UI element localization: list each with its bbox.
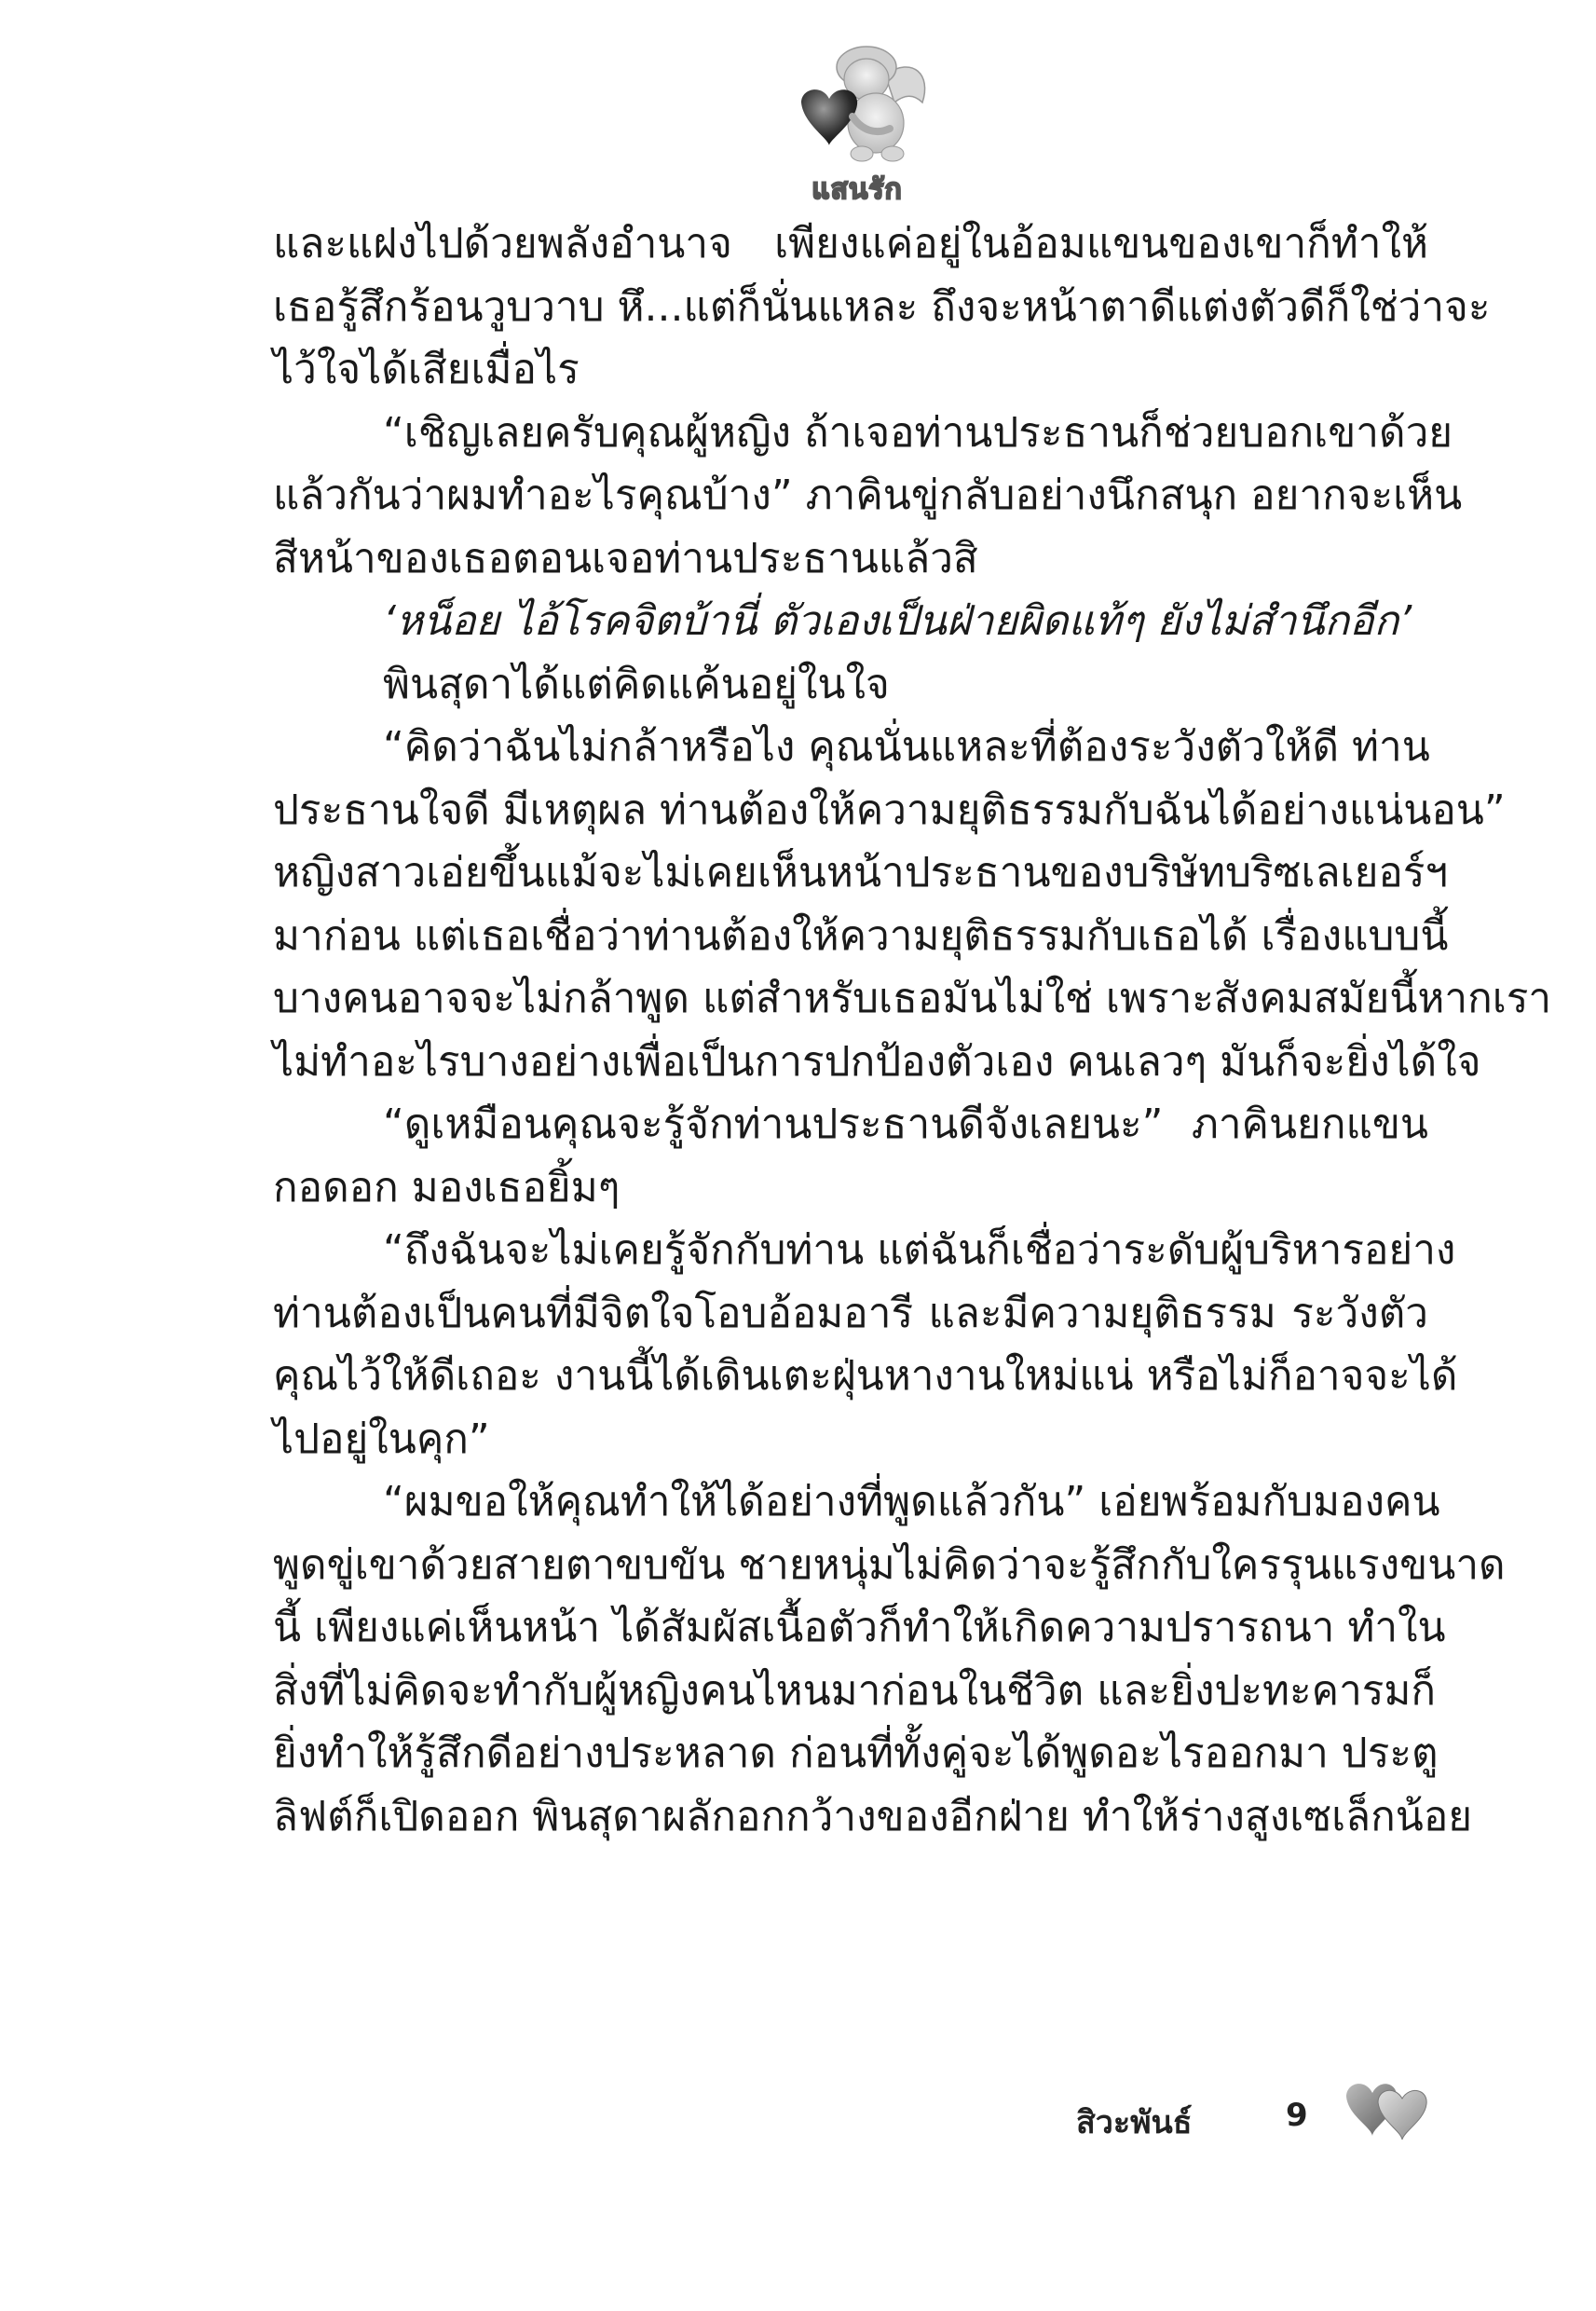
text-line: “ดูเหมือนคุณจะรู้จักท่านประธานดีจังเลยนะ” ภาคินยกแขน — [383, 1101, 1428, 1148]
text-line: ยิ่งทำให้รู้สึกดีอย่างประหลาด ก่อนที่ทั้งคู่จะได้พูดอะไรออกมา ประตู — [273, 1730, 1439, 1777]
text-line: แล้วกันว่าผมทำอะไรคุณบ้าง” ภาคินขู่กลับอย่างนึกสนุก อยากจะเห็น — [273, 472, 1463, 519]
body-text — [273, 212, 1552, 1848]
text-line: บางคนอาจจะไม่กล้าพูด แต่สำหรับเธอมันไม่ใช่ เพราะสังคมสมัยนี้หากเรา — [273, 975, 1552, 1022]
text-line: “คิดว่าฉันไม่กล้าหรือไง คุณนั่นแหละที่ต้องระวังตัวให้ดี ท่าน — [383, 723, 1430, 771]
page-number: 9 — [1286, 2097, 1308, 2134]
two-hearts-icon — [1337, 2069, 1439, 2153]
text-line: พูดขู่เขาด้วยสายตาขบขัน ชายหนุ่มไม่คิดว่าจะรู้สึกกับใครรุนแรงขนาด — [273, 1540, 1506, 1589]
text-line: และแฝงไปด้วยพลังอำนาจ เพียงแค่อยู่ในอ้อมแขนของเขาก็ทำให้ — [273, 220, 1428, 267]
footer-ornament — [1337, 2069, 1439, 2153]
text-line: คุณไว้ให้ดีเถอะ งานนี้ได้เดินเตะฝุ่นหางานใหม่แน่ หรือไม่ก็อาจจะได้ — [273, 1352, 1458, 1400]
text-line: สิ่งที่ไม่คิดจะทำกับผู้หญิงคนไหนมาก่อนในชีวิต และยิ่งปะทะคารมก็ — [273, 1666, 1437, 1715]
text-line: ประธานใจดี มีเหตุผล ท่านต้องให้ความยุติธรรมกับฉันได้อย่างแน่นอน” — [273, 786, 1506, 834]
text-line: มาก่อน แต่เธอเชื่อว่าท่านต้องให้ความยุติธรรมกับเธอได้ เรื่องแบบนี้ — [273, 911, 1449, 960]
header-logo — [773, 37, 941, 205]
text-line: ไม่ทำอะไรบางอย่างเพื่อเป็นการปกป้องตัวเอง คนเลวๆ มันก็จะยิ่งได้ใจ — [273, 1037, 1481, 1086]
text-line: เธอรู้สึกร้อนวูบวาบ หึ...แต่ก็นั่นแหละ ถึงจะหน้าตาดีแต่งตัวดีก็ใช่ว่าจะ — [273, 282, 1491, 331]
logo-text: แสนรัก — [812, 173, 903, 206]
text-line: “ผมขอให้คุณทำให้ได้อย่างที่พูดแล้วกัน” เอ่ยพร้อมกับมองคน — [383, 1478, 1440, 1525]
text-line-italic: ‘หน็อย ไอ้โรคจิตบ้านี่ ตัวเองเป็นฝ่ายผิดแท้ๆ ยังไม่สำนึกอีก’ — [383, 597, 1412, 645]
cupid-with-heart-icon — [773, 37, 941, 177]
text-line: กอดอก มองเธอยิ้มๆ — [273, 1163, 621, 1211]
text-line: นี้ เพียงแค่เห็นหน้า ได้สัมผัสเนื้อตัวก็ทำให้เกิดความปรารถนา ทำใน — [273, 1604, 1446, 1651]
text-line: หญิงสาวเอ่ยขึ้นแม้จะไม่เคยเห็นหน้าประธานของบริษัทบริซเลเยอร์ฯ — [273, 849, 1449, 896]
text-line: ไปอยู่ในคุก” — [273, 1415, 490, 1463]
text-line: ท่านต้องเป็นคนที่มีจิตใจโอบอ้อมอารี และมีความยุติธรรม ระวังตัว — [273, 1289, 1428, 1337]
footer-book-title: สิวะพันธ์ — [1076, 2104, 1193, 2141]
text-line: พินสุดาได้แต่คิดแค้นอยู่ในใจ — [383, 660, 890, 708]
text-line: “ถึงฉันจะไม่เคยรู้จักกับท่าน แต่ฉันก็เชื่อว่าระดับผู้บริหารอย่าง — [383, 1226, 1456, 1274]
text-line: ไว้ใจได้เสียเมื่อไร — [273, 346, 580, 393]
text-line: ลิฟต์ก็เปิดออก พินสุดาผลักอกกว้างของอีกฝ่าย ทำให้ร่างสูงเซเล็กน้อย — [273, 1792, 1473, 1840]
text-line: “เชิญเลยครับคุณผู้หญิง ถ้าเจอท่านประธานก็ช่วยบอกเขาด้วย — [383, 408, 1453, 457]
text-line: สีหน้าของเธอตอนเจอท่านประธานแล้วสิ — [273, 534, 978, 582]
